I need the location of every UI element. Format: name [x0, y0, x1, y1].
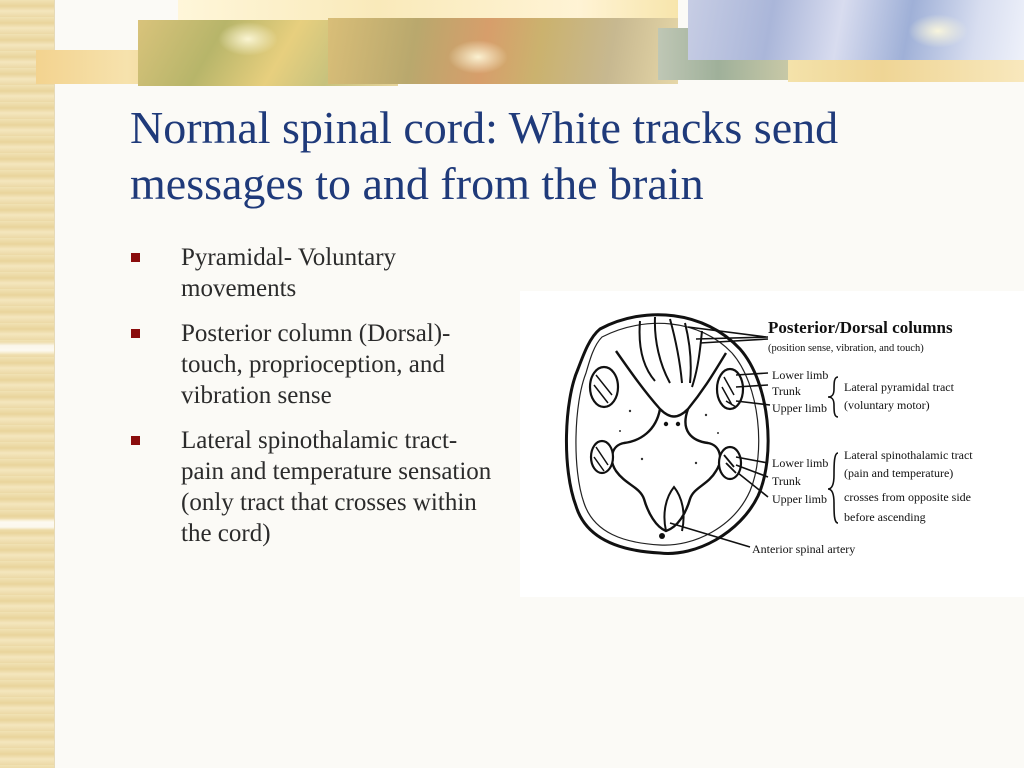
pyramidal-limb-label: Trunk — [772, 384, 801, 398]
spinothalamic-tract-label: Lateral spinothalamic tract — [844, 448, 973, 462]
square-bullet-icon — [131, 436, 140, 445]
slide-title: Normal spinal cord: White tracks send messages to and from the brain — [130, 102, 839, 209]
posterior-columns-label: Posterior/Dorsal columns — [768, 318, 953, 337]
pyramidal-limb-label: Upper limb — [772, 401, 827, 415]
spinal-cord-cross-section — [520, 291, 1024, 597]
bullet-item — [130, 242, 500, 304]
spinothalamic-tract-sub: crosses from opposite side — [844, 490, 971, 504]
spinothalamic-tract-sub: before ascending — [844, 510, 926, 524]
posterior-columns-sub: (position sense, vibration, and touch) — [768, 343, 924, 354]
spinothalamic-limb-label: Trunk — [772, 474, 801, 488]
decorative-left-band — [0, 0, 55, 768]
pyramidal-tract-sub: (voluntary motor) — [844, 398, 930, 412]
anterior-artery-label: Anterior spinal artery — [752, 542, 856, 556]
square-bullet-icon — [131, 329, 140, 338]
spinothalamic-limb-label: Upper limb — [772, 492, 827, 506]
bullet-text: Lateral spinothalamic tract- pain and temperature sensation (only tract that crosses within the cord) — [181, 427, 492, 547]
pyramidal-limb-label: Lower limb — [772, 368, 829, 382]
bullet-item — [130, 425, 500, 549]
spinal-cord-diagram — [520, 291, 1024, 597]
bullet-item — [130, 318, 500, 411]
spinothalamic-limb-label: Lower limb — [772, 456, 829, 470]
square-bullet-icon — [131, 253, 140, 262]
pyramidal-tract-label: Lateral pyramidal tract — [844, 380, 954, 394]
bullet-list — [130, 242, 500, 563]
bullet-text: Posterior column (Dorsal)- touch, proprioception, and vibration sense — [181, 320, 451, 409]
decorative-banner — [28, 0, 1024, 88]
spinothalamic-tract-sub: (pain and temperature) — [844, 466, 954, 480]
bullet-text: Pyramidal- Voluntary movements — [181, 244, 397, 302]
